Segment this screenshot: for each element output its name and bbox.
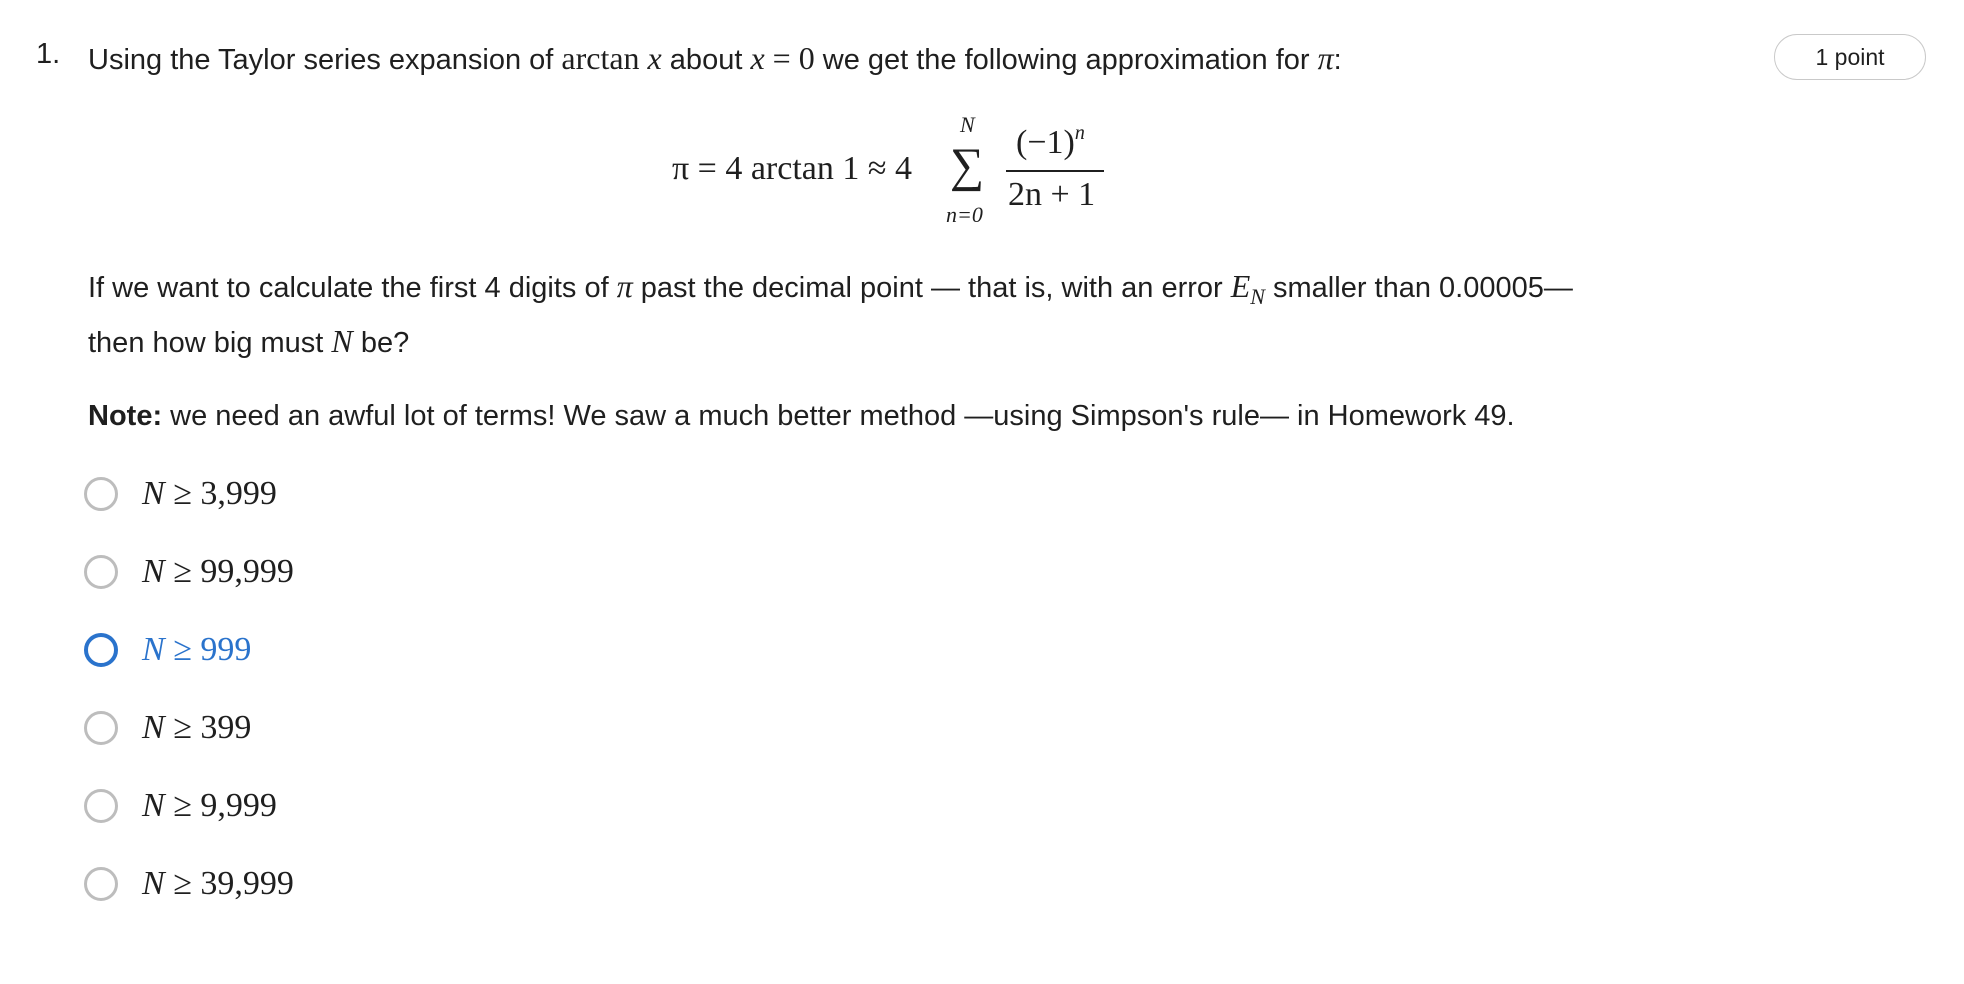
fraction-denominator: 2n + 1 bbox=[1008, 176, 1096, 213]
option-label: N ≥ 999 bbox=[142, 631, 252, 668]
body-text-1: If we want to calculate the first 4 digits of bbox=[88, 272, 617, 304]
prompt-math-pi: π bbox=[1317, 40, 1334, 76]
radio-button-icon[interactable] bbox=[84, 867, 118, 901]
option-label: N ≥ 3,999 bbox=[142, 475, 277, 512]
option-label: N ≥ 39,999 bbox=[142, 865, 294, 902]
radio-button-icon[interactable] bbox=[84, 477, 118, 511]
body-text-3: smaller than 0.00005— bbox=[1264, 272, 1573, 304]
numerator-base: (−1) bbox=[1016, 124, 1075, 161]
equation-lhs: π = 4 arctan 1 ≈ 4 bbox=[672, 150, 913, 187]
radio-button-icon[interactable] bbox=[84, 633, 118, 667]
prompt-text-about: about bbox=[661, 44, 751, 76]
answer-option[interactable] bbox=[84, 858, 684, 910]
prompt-math-arctan: arctan bbox=[561, 40, 648, 76]
answer-option[interactable] bbox=[84, 468, 684, 520]
answer-option-focused[interactable] bbox=[84, 624, 684, 676]
option-label: N ≥ 99,999 bbox=[142, 553, 294, 590]
equation-fraction bbox=[1006, 122, 1106, 222]
sum-symbol: ∑ bbox=[950, 139, 985, 192]
prompt-text-tail: we get the following approximation for bbox=[814, 44, 1318, 76]
radio-button-icon[interactable] bbox=[84, 555, 118, 589]
prompt-text-lead: Using the Taylor series expansion of bbox=[88, 44, 562, 76]
radio-button-icon[interactable] bbox=[84, 711, 118, 745]
body-text-2: past the decimal point — that is, with an error bbox=[632, 272, 1231, 304]
prompt-math-eq: = 0 bbox=[764, 40, 815, 76]
numerator-exponent: n bbox=[1074, 122, 1085, 144]
body-text-5: be? bbox=[352, 326, 410, 359]
answer-option[interactable] bbox=[84, 780, 684, 832]
option-label: N ≥ 399 bbox=[142, 709, 252, 746]
question-number: 1. bbox=[36, 38, 61, 70]
body-math-error-var: E bbox=[1230, 268, 1251, 304]
answer-option[interactable] bbox=[84, 546, 684, 598]
prompt-math-x: x bbox=[647, 40, 662, 76]
fraction-bar bbox=[1006, 170, 1104, 172]
question-note bbox=[88, 394, 1515, 438]
body-math-n: N bbox=[331, 322, 353, 359]
body-math-error-sub: N bbox=[1250, 283, 1265, 309]
sum-upper-limit: N bbox=[960, 112, 975, 137]
question-prompt bbox=[88, 36, 1342, 82]
option-label: N ≥ 9,999 bbox=[142, 787, 277, 824]
sum-lower-limit: n=0 bbox=[946, 202, 983, 227]
note-text: we need an awful lot of terms! We saw a much better method —using Simpson's rule— in Homework 49. bbox=[162, 400, 1515, 432]
answer-option[interactable] bbox=[84, 702, 684, 754]
prompt-colon: : bbox=[1333, 44, 1342, 76]
points-badge: 1 point bbox=[1774, 34, 1926, 80]
summation bbox=[944, 112, 1000, 232]
question-body bbox=[88, 264, 1668, 365]
fraction-numerator bbox=[1016, 122, 1085, 162]
body-math-pi: π bbox=[616, 268, 633, 304]
body-text-4: then how big must bbox=[88, 326, 332, 359]
note-label: Note: bbox=[88, 400, 163, 432]
prompt-math-x-cond: x bbox=[750, 40, 765, 76]
radio-button-icon[interactable] bbox=[84, 789, 118, 823]
